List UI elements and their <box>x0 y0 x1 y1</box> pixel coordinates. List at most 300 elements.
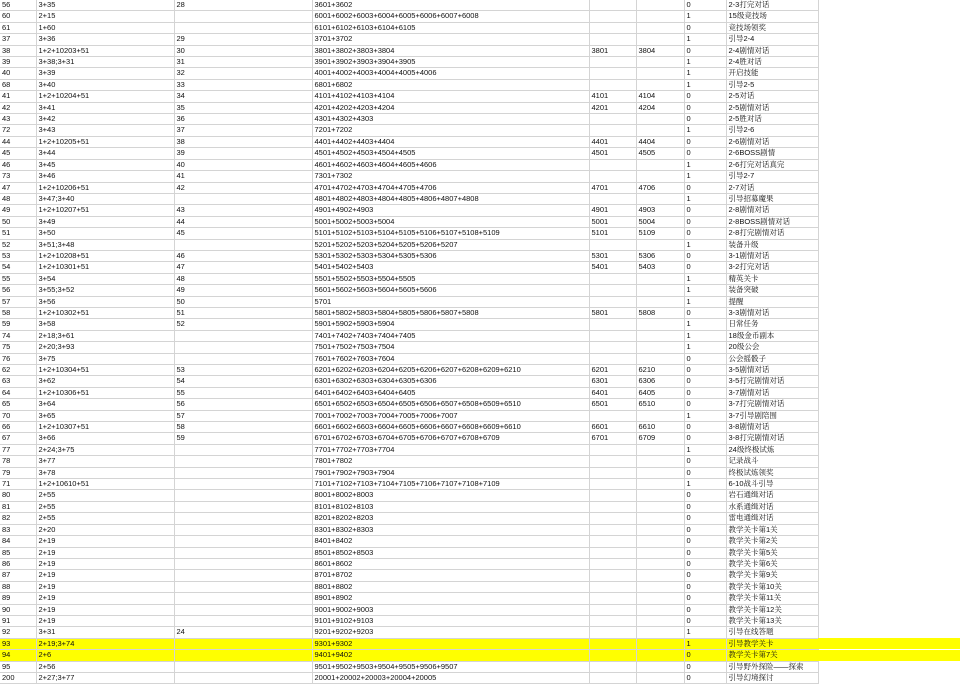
table-row[interactable] <box>0 171 818 182</box>
table-row[interactable] <box>0 593 818 604</box>
cell-col-step[interactable]: 36 <box>174 114 312 125</box>
cell-col-start[interactable] <box>589 638 636 649</box>
cell-col-end[interactable] <box>636 410 684 421</box>
cell-col-condition[interactable]: 3+41 <box>36 102 174 113</box>
cell-col-description[interactable]: 6-10战斗引导 <box>726 479 818 490</box>
cell-col-step[interactable]: 34 <box>174 91 312 102</box>
table-row[interactable] <box>0 444 818 455</box>
cell-col-description[interactable]: 教学关卡第12关 <box>726 604 818 615</box>
table-row[interactable] <box>0 353 818 364</box>
table-row[interactable] <box>0 547 818 558</box>
cell-col-description[interactable]: 装备突破 <box>726 285 818 296</box>
cell-col-description[interactable]: 3-8打完剧情对话 <box>726 433 818 444</box>
cell-col-id[interactable]: 82 <box>0 513 36 524</box>
cell-col-condition[interactable]: 2+19 <box>36 547 174 558</box>
cell-col-end[interactable] <box>636 239 684 250</box>
cell-col-condition[interactable]: 3+77 <box>36 456 174 467</box>
cell-col-dialogue-ids[interactable]: 8901+8902 <box>312 593 589 604</box>
cell-col-id[interactable]: 49 <box>0 205 36 216</box>
cell-col-id[interactable]: 200 <box>0 672 36 683</box>
cell-col-end[interactable] <box>636 558 684 569</box>
cell-col-condition[interactable]: 2+24;3+75 <box>36 444 174 455</box>
cell-col-dialogue-ids[interactable]: 5401+5402+5403 <box>312 262 589 273</box>
table-row[interactable] <box>0 250 818 261</box>
cell-col-start[interactable] <box>589 342 636 353</box>
cell-col-flag[interactable]: 0 <box>684 558 726 569</box>
cell-col-start[interactable] <box>589 239 636 250</box>
cell-col-end[interactable] <box>636 342 684 353</box>
cell-col-end[interactable]: 5004 <box>636 216 684 227</box>
cell-col-description[interactable]: 3-5打完剧情对话 <box>726 376 818 387</box>
cell-col-id[interactable]: 80 <box>0 490 36 501</box>
cell-col-flag[interactable]: 0 <box>684 353 726 364</box>
cell-col-id[interactable]: 70 <box>0 410 36 421</box>
cell-col-condition[interactable]: 3+55;3+52 <box>36 285 174 296</box>
cell-col-description[interactable]: 引导在线答题 <box>726 627 818 638</box>
cell-col-end[interactable] <box>636 467 684 478</box>
cell-col-end[interactable]: 5306 <box>636 250 684 261</box>
cell-col-end[interactable]: 4204 <box>636 102 684 113</box>
cell-col-end[interactable] <box>636 296 684 307</box>
cell-col-description[interactable]: 引导野外探险——探索 <box>726 661 818 672</box>
cell-col-end[interactable] <box>636 547 684 558</box>
cell-col-end[interactable] <box>636 661 684 672</box>
cell-col-end[interactable] <box>636 604 684 615</box>
cell-col-condition[interactable]: 3+78 <box>36 467 174 478</box>
cell-col-dialogue-ids[interactable]: 5101+5102+5103+5104+5105+5106+5107+5108+5109 <box>312 228 589 239</box>
cell-col-dialogue-ids[interactable]: 8101+8102+8103 <box>312 501 589 512</box>
table-row[interactable] <box>0 410 818 421</box>
cell-col-flag[interactable]: 0 <box>684 216 726 227</box>
cell-col-description[interactable]: 教学关卡第6关 <box>726 558 818 569</box>
cell-col-start[interactable] <box>589 114 636 125</box>
table-row[interactable] <box>0 319 818 330</box>
cell-col-end[interactable] <box>636 68 684 79</box>
cell-col-condition[interactable]: 2+55 <box>36 501 174 512</box>
cell-col-description[interactable]: 公会摇骰子 <box>726 353 818 364</box>
cell-col-flag[interactable]: 0 <box>684 387 726 398</box>
cell-col-flag[interactable]: 0 <box>684 114 726 125</box>
cell-col-flag[interactable]: 1 <box>684 57 726 68</box>
table-row[interactable] <box>0 285 818 296</box>
cell-col-id[interactable]: 56 <box>0 285 36 296</box>
cell-col-id[interactable]: 88 <box>0 581 36 592</box>
cell-col-description[interactable]: 水系通缉对话 <box>726 501 818 512</box>
cell-col-flag[interactable]: 1 <box>684 11 726 22</box>
cell-col-id[interactable]: 44 <box>0 136 36 147</box>
table-row[interactable] <box>0 205 818 216</box>
cell-col-step[interactable]: 37 <box>174 125 312 136</box>
cell-col-step[interactable] <box>174 22 312 33</box>
cell-col-end[interactable] <box>636 22 684 33</box>
cell-col-end[interactable] <box>636 114 684 125</box>
cell-col-end[interactable] <box>636 672 684 683</box>
cell-col-id[interactable]: 51 <box>0 228 36 239</box>
cell-col-dialogue-ids[interactable]: 7501+7502+7503+7504 <box>312 342 589 353</box>
table-row[interactable] <box>0 650 818 661</box>
cell-col-end[interactable] <box>636 57 684 68</box>
cell-col-condition[interactable]: 3+51;3+48 <box>36 239 174 250</box>
cell-col-step[interactable]: 58 <box>174 422 312 433</box>
cell-col-description[interactable]: 3-5剧情对话 <box>726 365 818 376</box>
cell-col-flag[interactable]: 0 <box>684 604 726 615</box>
cell-col-condition[interactable]: 1+60 <box>36 22 174 33</box>
cell-col-step[interactable] <box>174 239 312 250</box>
cell-col-start[interactable] <box>589 501 636 512</box>
cell-col-flag[interactable]: 1 <box>684 159 726 170</box>
cell-col-flag[interactable]: 0 <box>684 148 726 159</box>
cell-col-condition[interactable]: 2+19 <box>36 615 174 626</box>
cell-col-start[interactable] <box>589 661 636 672</box>
cell-col-end[interactable] <box>636 581 684 592</box>
cell-col-dialogue-ids[interactable]: 4601+4602+4603+4604+4605+4606 <box>312 159 589 170</box>
cell-col-dialogue-ids[interactable]: 4701+4702+4703+4704+4705+4706 <box>312 182 589 193</box>
cell-col-id[interactable]: 86 <box>0 558 36 569</box>
cell-col-dialogue-ids[interactable]: 8701+8702 <box>312 570 589 581</box>
cell-col-dialogue-ids[interactable]: 5601+5602+5603+5604+5605+5606 <box>312 285 589 296</box>
cell-col-condition[interactable]: 2+55 <box>36 490 174 501</box>
cell-col-step[interactable]: 42 <box>174 182 312 193</box>
cell-col-dialogue-ids[interactable]: 3701+3702 <box>312 34 589 45</box>
cell-col-step[interactable]: 52 <box>174 319 312 330</box>
cell-col-step[interactable] <box>174 456 312 467</box>
cell-col-id[interactable]: 72 <box>0 125 36 136</box>
table-row[interactable] <box>0 79 818 90</box>
cell-col-flag[interactable]: 1 <box>684 273 726 284</box>
cell-col-step[interactable]: 59 <box>174 433 312 444</box>
cell-col-dialogue-ids[interactable]: 5501+5502+5503+5504+5505 <box>312 273 589 284</box>
cell-col-flag[interactable]: 1 <box>684 171 726 182</box>
cell-col-step[interactable]: 28 <box>174 0 312 11</box>
cell-col-start[interactable]: 5001 <box>589 216 636 227</box>
cell-col-start[interactable] <box>589 627 636 638</box>
cell-col-description[interactable]: 2-6剧情对话 <box>726 136 818 147</box>
cell-col-step[interactable]: 32 <box>174 68 312 79</box>
cell-col-flag[interactable]: 1 <box>684 627 726 638</box>
cell-col-end[interactable]: 5403 <box>636 262 684 273</box>
cell-col-description[interactable]: 岩石通缉对话 <box>726 490 818 501</box>
cell-col-dialogue-ids[interactable]: 8401+8402 <box>312 536 589 547</box>
cell-col-condition[interactable]: 3+46 <box>36 171 174 182</box>
table-row[interactable] <box>0 376 818 387</box>
cell-col-step[interactable]: 24 <box>174 627 312 638</box>
cell-col-start[interactable] <box>589 353 636 364</box>
cell-col-start[interactable]: 4401 <box>589 136 636 147</box>
cell-col-description[interactable]: 引导2-5 <box>726 79 818 90</box>
cell-col-end[interactable] <box>636 593 684 604</box>
cell-col-description[interactable]: 竞技场领奖 <box>726 22 818 33</box>
cell-col-condition[interactable]: 3+49 <box>36 216 174 227</box>
cell-col-condition[interactable]: 3+62 <box>36 376 174 387</box>
cell-col-description[interactable]: 2-7对话 <box>726 182 818 193</box>
cell-col-description[interactable]: 3-1剧情对话 <box>726 250 818 261</box>
cell-col-dialogue-ids[interactable]: 7301+7302 <box>312 171 589 182</box>
cell-col-id[interactable]: 38 <box>0 45 36 56</box>
table-row[interactable] <box>0 490 818 501</box>
cell-col-step[interactable]: 44 <box>174 216 312 227</box>
cell-col-id[interactable]: 59 <box>0 319 36 330</box>
cell-col-start[interactable] <box>589 524 636 535</box>
cell-col-step[interactable] <box>174 444 312 455</box>
cell-col-flag[interactable]: 0 <box>684 205 726 216</box>
cell-col-description[interactable]: 精英关卡 <box>726 273 818 284</box>
cell-col-dialogue-ids[interactable]: 6801+6802 <box>312 79 589 90</box>
cell-col-end[interactable] <box>636 501 684 512</box>
cell-col-dialogue-ids[interactable]: 5201+5202+5203+5204+5205+5206+5207 <box>312 239 589 250</box>
cell-col-step[interactable] <box>174 330 312 341</box>
cell-col-description[interactable]: 2-8BOSS剧情对话 <box>726 216 818 227</box>
cell-col-dialogue-ids[interactable]: 4501+4502+4503+4504+4505 <box>312 148 589 159</box>
cell-col-flag[interactable]: 1 <box>684 444 726 455</box>
cell-col-start[interactable]: 5801 <box>589 307 636 318</box>
cell-col-dialogue-ids[interactable]: 9201+9202+9203 <box>312 627 589 638</box>
cell-col-dialogue-ids[interactable]: 5301+5302+5303+5304+5305+5306 <box>312 250 589 261</box>
cell-col-start[interactable] <box>589 513 636 524</box>
cell-col-step[interactable]: 47 <box>174 262 312 273</box>
cell-col-step[interactable] <box>174 672 312 683</box>
cell-col-step[interactable]: 45 <box>174 228 312 239</box>
cell-col-start[interactable]: 6501 <box>589 399 636 410</box>
cell-col-condition[interactable]: 2+19 <box>36 581 174 592</box>
cell-col-start[interactable] <box>589 22 636 33</box>
cell-col-description[interactable]: 教学关卡第11关 <box>726 593 818 604</box>
cell-col-start[interactable]: 5401 <box>589 262 636 273</box>
cell-col-description[interactable]: 2-6BOSS剧情 <box>726 148 818 159</box>
cell-col-id[interactable]: 60 <box>0 11 36 22</box>
cell-col-id[interactable]: 61 <box>0 22 36 33</box>
cell-col-description[interactable]: 3-7引导剧陪围 <box>726 410 818 421</box>
cell-col-flag[interactable]: 0 <box>684 593 726 604</box>
cell-col-dialogue-ids[interactable]: 6301+6302+6303+6304+6305+6306 <box>312 376 589 387</box>
table-row[interactable] <box>0 365 818 376</box>
cell-col-end[interactable] <box>636 159 684 170</box>
cell-col-dialogue-ids[interactable]: 8501+8502+8503 <box>312 547 589 558</box>
cell-col-flag[interactable]: 1 <box>684 342 726 353</box>
cell-col-start[interactable]: 6301 <box>589 376 636 387</box>
cell-col-end[interactable]: 4104 <box>636 91 684 102</box>
cell-col-description[interactable]: 2-3打完对话 <box>726 0 818 11</box>
table-row[interactable] <box>0 570 818 581</box>
cell-col-id[interactable]: 75 <box>0 342 36 353</box>
cell-col-dialogue-ids[interactable]: 6001+6002+6003+6004+6005+6006+6007+6008 <box>312 11 589 22</box>
table-row[interactable] <box>0 330 818 341</box>
cell-col-end[interactable] <box>636 627 684 638</box>
cell-col-end[interactable] <box>636 330 684 341</box>
cell-col-flag[interactable]: 0 <box>684 524 726 535</box>
cell-col-id[interactable]: 93 <box>0 638 36 649</box>
cell-col-dialogue-ids[interactable]: 4801+4802+4803+4804+4805+4806+4807+4808 <box>312 193 589 204</box>
table-row[interactable] <box>0 57 818 68</box>
cell-col-start[interactable] <box>589 604 636 615</box>
table-row[interactable] <box>0 638 818 649</box>
cell-col-flag[interactable]: 0 <box>684 433 726 444</box>
cell-col-description[interactable]: 教学关卡第7关 <box>726 650 818 661</box>
cell-col-end[interactable] <box>636 353 684 364</box>
table-row[interactable] <box>0 467 818 478</box>
cell-col-start[interactable] <box>589 0 636 11</box>
cell-col-description[interactable]: 教学关卡第1关 <box>726 524 818 535</box>
cell-col-end[interactable]: 6405 <box>636 387 684 398</box>
cell-col-dialogue-ids[interactable]: 4201+4202+4203+4204 <box>312 102 589 113</box>
cell-col-start[interactable] <box>589 536 636 547</box>
table-row[interactable] <box>0 307 818 318</box>
cell-col-description[interactable]: 提醒 <box>726 296 818 307</box>
table-row[interactable] <box>0 524 818 535</box>
cell-col-end[interactable] <box>636 319 684 330</box>
cell-col-flag[interactable]: 0 <box>684 650 726 661</box>
cell-col-id[interactable]: 67 <box>0 433 36 444</box>
cell-col-start[interactable] <box>589 296 636 307</box>
cell-col-start[interactable]: 4101 <box>589 91 636 102</box>
cell-col-description[interactable]: 2-6打完对话真完 <box>726 159 818 170</box>
cell-col-flag[interactable]: 0 <box>684 91 726 102</box>
cell-col-condition[interactable]: 2+18;3+61 <box>36 330 174 341</box>
table-row[interactable] <box>0 125 818 136</box>
cell-col-step[interactable]: 41 <box>174 171 312 182</box>
cell-col-condition[interactable]: 3+65 <box>36 410 174 421</box>
cell-col-condition[interactable]: 2+15 <box>36 11 174 22</box>
cell-col-condition[interactable]: 1+2+10203+51 <box>36 45 174 56</box>
cell-col-id[interactable]: 64 <box>0 387 36 398</box>
cell-col-step[interactable]: 39 <box>174 148 312 159</box>
cell-col-dialogue-ids[interactable]: 20001+20002+20003+20004+20005 <box>312 672 589 683</box>
cell-col-flag[interactable]: 1 <box>684 193 726 204</box>
cell-col-flag[interactable]: 0 <box>684 228 726 239</box>
cell-col-condition[interactable]: 3+54 <box>36 273 174 284</box>
cell-col-end[interactable]: 6510 <box>636 399 684 410</box>
cell-col-id[interactable]: 65 <box>0 399 36 410</box>
cell-col-end[interactable]: 5109 <box>636 228 684 239</box>
cell-col-description[interactable]: 3-7剧情对话 <box>726 387 818 398</box>
cell-col-step[interactable] <box>174 604 312 615</box>
cell-col-step[interactable] <box>174 513 312 524</box>
table-row[interactable] <box>0 558 818 569</box>
cell-col-dialogue-ids[interactable]: 9001+9002+9003 <box>312 604 589 615</box>
cell-col-start[interactable] <box>589 479 636 490</box>
cell-col-dialogue-ids[interactable]: 5001+5002+5003+5004 <box>312 216 589 227</box>
cell-col-step[interactable]: 50 <box>174 296 312 307</box>
cell-col-dialogue-ids[interactable]: 9301+9302 <box>312 638 589 649</box>
cell-col-flag[interactable]: 0 <box>684 581 726 592</box>
cell-col-step[interactable]: 51 <box>174 307 312 318</box>
cell-col-description[interactable]: 2-5对话 <box>726 91 818 102</box>
cell-col-end[interactable] <box>636 536 684 547</box>
cell-col-dialogue-ids[interactable]: 7401+7402+7403+7404+7405 <box>312 330 589 341</box>
cell-col-dialogue-ids[interactable]: 9501+9502+9503+9504+9505+9506+9507 <box>312 661 589 672</box>
cell-col-flag[interactable]: 0 <box>684 0 726 11</box>
cell-col-id[interactable]: 94 <box>0 650 36 661</box>
cell-col-start[interactable]: 5101 <box>589 228 636 239</box>
cell-col-end[interactable]: 6210 <box>636 365 684 376</box>
cell-col-step[interactable] <box>174 547 312 558</box>
cell-col-id[interactable]: 56 <box>0 0 36 11</box>
table-row[interactable] <box>0 114 818 125</box>
cell-col-flag[interactable]: 1 <box>684 638 726 649</box>
cell-col-dialogue-ids[interactable]: 6101+6102+6103+6104+6105 <box>312 22 589 33</box>
cell-col-id[interactable]: 68 <box>0 79 36 90</box>
cell-col-dialogue-ids[interactable]: 7201+7202 <box>312 125 589 136</box>
cell-col-dialogue-ids[interactable]: 6701+6702+6703+6704+6705+6706+6707+6708+6709 <box>312 433 589 444</box>
cell-col-flag[interactable]: 1 <box>684 296 726 307</box>
cell-col-id[interactable]: 54 <box>0 262 36 273</box>
cell-col-step[interactable]: 49 <box>174 285 312 296</box>
cell-col-id[interactable]: 71 <box>0 479 36 490</box>
cell-col-condition[interactable]: 2+55 <box>36 513 174 524</box>
cell-col-description[interactable]: 引导幻境探讨 <box>726 672 818 683</box>
cell-col-start[interactable] <box>589 456 636 467</box>
cell-col-end[interactable] <box>636 570 684 581</box>
cell-col-start[interactable] <box>589 11 636 22</box>
cell-col-dialogue-ids[interactable]: 9401+9402 <box>312 650 589 661</box>
cell-col-dialogue-ids[interactable]: 7901+7902+7903+7904 <box>312 467 589 478</box>
cell-col-description[interactable]: 18级金币副本 <box>726 330 818 341</box>
cell-col-id[interactable]: 83 <box>0 524 36 535</box>
cell-col-description[interactable]: 终极试炼领奖 <box>726 467 818 478</box>
table-row[interactable] <box>0 262 818 273</box>
cell-col-description[interactable]: 教学关卡第2关 <box>726 536 818 547</box>
table-row[interactable] <box>0 216 818 227</box>
cell-col-flag[interactable]: 1 <box>684 285 726 296</box>
cell-col-start[interactable] <box>589 125 636 136</box>
cell-col-dialogue-ids[interactable]: 4301+4302+4303 <box>312 114 589 125</box>
cell-col-start[interactable]: 4501 <box>589 148 636 159</box>
cell-col-dialogue-ids[interactable]: 3601+3602 <box>312 0 589 11</box>
cell-col-description[interactable]: 装备升级 <box>726 239 818 250</box>
cell-col-flag[interactable]: 1 <box>684 330 726 341</box>
cell-col-end[interactable] <box>636 513 684 524</box>
cell-col-dialogue-ids[interactable]: 7701+7702+7703+7704 <box>312 444 589 455</box>
cell-col-end[interactable] <box>636 524 684 535</box>
cell-col-flag[interactable]: 0 <box>684 250 726 261</box>
cell-col-flag[interactable]: 0 <box>684 399 726 410</box>
cell-col-step[interactable] <box>174 536 312 547</box>
cell-col-step[interactable] <box>174 501 312 512</box>
table-row[interactable] <box>0 0 818 11</box>
cell-col-flag[interactable]: 1 <box>684 79 726 90</box>
cell-col-dialogue-ids[interactable]: 9101+9102+9103 <box>312 615 589 626</box>
cell-col-step[interactable]: 56 <box>174 399 312 410</box>
table-row[interactable] <box>0 604 818 615</box>
cell-col-end[interactable]: 6709 <box>636 433 684 444</box>
cell-col-step[interactable] <box>174 650 312 661</box>
cell-col-id[interactable]: 92 <box>0 627 36 638</box>
cell-col-end[interactable] <box>636 638 684 649</box>
cell-col-description[interactable]: 教学关卡第10关 <box>726 581 818 592</box>
cell-col-dialogue-ids[interactable]: 5801+5802+5803+5804+5805+5806+5807+5808 <box>312 307 589 318</box>
cell-col-id[interactable]: 37 <box>0 34 36 45</box>
cell-col-condition[interactable]: 3+35 <box>36 0 174 11</box>
cell-col-start[interactable] <box>589 285 636 296</box>
cell-col-start[interactable] <box>589 330 636 341</box>
cell-col-start[interactable] <box>589 410 636 421</box>
cell-col-description[interactable]: 3-7打完剧情对话 <box>726 399 818 410</box>
table-row[interactable] <box>0 296 818 307</box>
cell-col-id[interactable]: 42 <box>0 102 36 113</box>
cell-col-end[interactable] <box>636 444 684 455</box>
table-row[interactable] <box>0 228 818 239</box>
cell-col-id[interactable]: 39 <box>0 57 36 68</box>
cell-col-id[interactable]: 79 <box>0 467 36 478</box>
cell-col-description[interactable]: 教学关卡第5关 <box>726 547 818 558</box>
table-row[interactable] <box>0 387 818 398</box>
cell-col-id[interactable]: 55 <box>0 273 36 284</box>
cell-col-end[interactable] <box>636 650 684 661</box>
cell-col-start[interactable] <box>589 672 636 683</box>
cell-col-condition[interactable]: 2+20 <box>36 524 174 535</box>
table-row[interactable] <box>0 34 818 45</box>
cell-col-dialogue-ids[interactable]: 7801+7802 <box>312 456 589 467</box>
cell-col-id[interactable]: 45 <box>0 148 36 159</box>
